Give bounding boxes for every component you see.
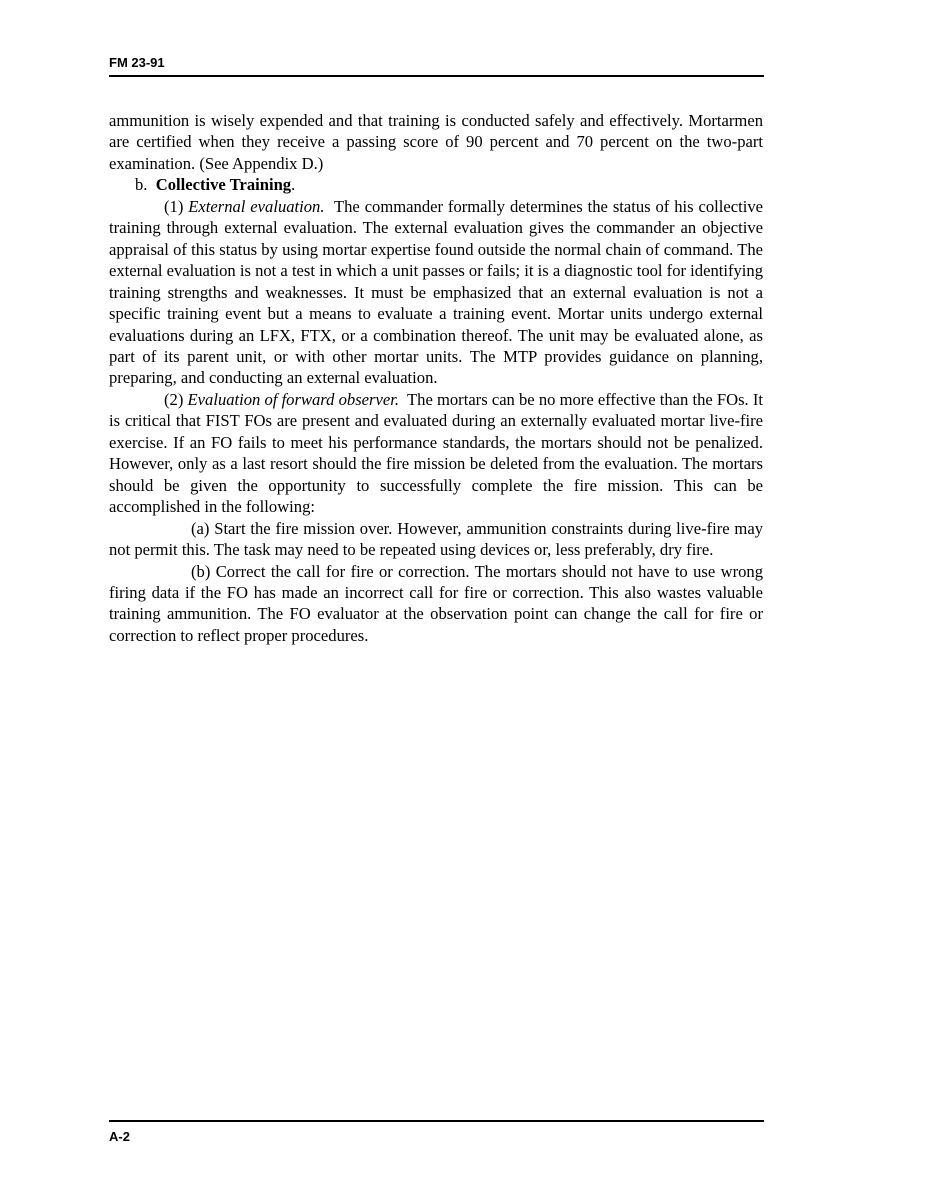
paragraph-title: External evaluation. (188, 196, 325, 216)
page-number: A-2 (109, 1129, 130, 1144)
section-label: b. (135, 175, 148, 195)
section-title-period: . (291, 175, 296, 195)
section-heading-b (109, 174, 763, 195)
page-footer (109, 1120, 764, 1144)
paragraph-number: (2) (164, 389, 184, 409)
subparagraph-b: (b) Correct the call for fire or correction. The mortars should not have to use wrong firing data if the FO has made an incorrect call for fire or correction. This also wastes valuable training ammunition. The FO evaluator at the observation point can change the call for fire or correction to reflect proper procedures. (109, 561, 763, 645)
page-header (109, 55, 764, 77)
paragraph-text: The commander formally determines the status of his collective training through external evaluation. The external evaluation gives the commander an objective appraisal of this status by using mortar expertise found outside the normal chain of command. The external evaluation is not a test in which a unit passes or fails; it is a diagnostic tool for identifying training strengths and weaknesses. It must be emphasized that an external evaluation is not a specific training event but a means to evaluate a training event. Mortar units undergo external evaluations during an LFX, FTX, or a combination thereof. The unit may be evaluated alone, as part of its parent unit, or with other mortar units. The MTP provides guidance on planning, preparing, and conducting an external evaluation. (109, 196, 763, 388)
page-body (109, 110, 763, 646)
section-title: Collective Training (155, 175, 292, 195)
paragraph-external-evaluation (109, 196, 763, 389)
paragraph-forward-observer (109, 389, 763, 518)
subparagraph-a: (a) Start the fire mission over. However, ammunition constraints during live-fire may not permit this. The task may need to be repeated using devices or, less preferably, dry fire. (109, 518, 763, 560)
paragraph-text: The mortars can be no more effective than the FOs. It is critical that FIST FOs are present and evaluated during an externally evaluated mortar live-fire exercise. If an FO fails to meet his performance standards, the mortars should not be penalized. However, only as a last resort should the fire mission be deleted from the evaluation. The mortars should be given the opportunity to successfully complete the fire mission. This can be accomplished in the following: (109, 389, 764, 517)
paragraph-title: Evaluation of forward observer. (187, 389, 399, 409)
paragraph-continuation: ammunition is wisely expended and that training is conducted safely and effectively. Mortarmen are certified when they receive a passing score of 90 percent and 70 percent on the two-part examination. (See Appendix D.) (109, 111, 763, 173)
paragraph-number: (1) (164, 196, 184, 216)
manual-id: FM 23-91 (109, 55, 165, 70)
